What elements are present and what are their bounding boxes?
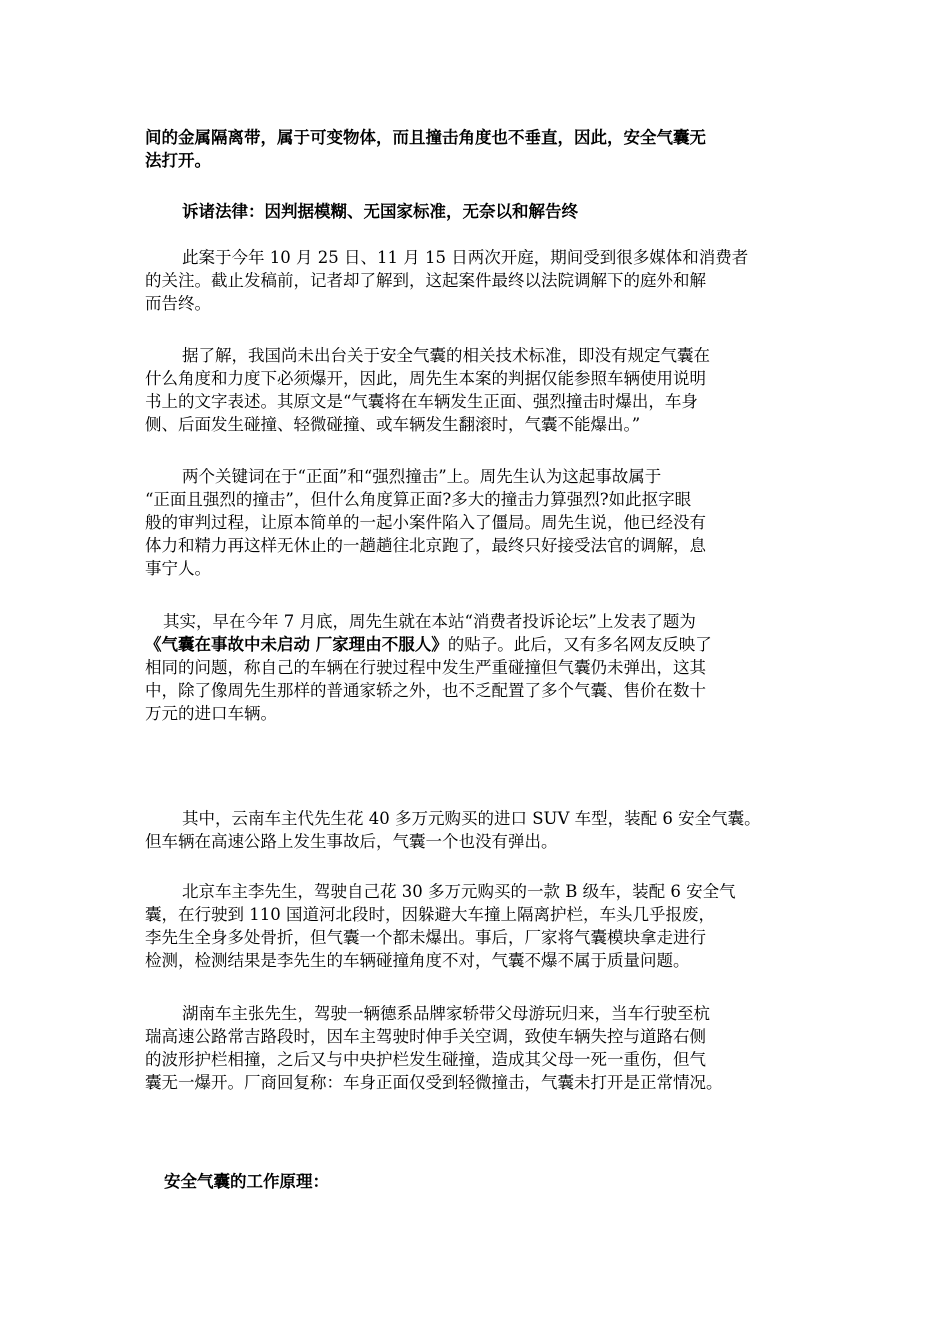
text-line: 的波形护栏相撞，之后又与中央护栏发生碰撞，造成其父母一死一重伤，但气 <box>145 1050 706 1069</box>
section-heading-working-principle <box>164 1170 824 1193</box>
text-line: 其中，云南车主代先生花 40 多万元购买的进口 SUV 车型，装配 6 安全气囊。 <box>182 809 761 828</box>
text-line: 北京车主李先生，驾驶自己花 30 多万元购买的一款 B 级车，装配 6 安全气 <box>182 882 736 901</box>
text-line: “正面且强烈的撞击”，但什么角度算正面?多大的撞击力算强烈?如此抠字眼 <box>145 490 692 509</box>
text-line: 书上的文字表述。其原文是“气囊将在车辆发生正面、强烈撞击时爆出，车身 <box>145 392 698 411</box>
paragraph-forum-post <box>145 610 805 725</box>
text-line: 瑞高速公路常吉路段时，因车主驾驶时伸手关空调，致使车辆失控与道路右侧 <box>145 1027 706 1046</box>
text-line: 的关注。截止发稿前，记者却了解到，这起案件最终以法院调解下的庭外和解 <box>145 271 706 290</box>
text-line: 什么角度和力度下必须爆开，因此，周先生本案的判据仅能参照车辆使用说明 <box>145 369 706 388</box>
paragraph-beijing-case <box>145 880 805 972</box>
heading-text: 安全气囊的工作原理： <box>164 1172 329 1191</box>
text-line: 但车辆在高速公路上发生事故后，气囊一个也没有弹出。 <box>145 832 558 851</box>
text-line: 囊无一爆开。厂商回复称：车身正面仅受到轻微撞击，气囊未打开是正常情况。 <box>145 1073 723 1092</box>
post-title: 《气囊在事故中未启动 厂家理由不服人》 <box>145 635 448 654</box>
text-line: 体力和精力再这样无休止的一趟趟往北京跑了，最终只好接受法官的调解，息 <box>145 536 706 555</box>
heading-text: 诉诸法律：因判据模糊、无国家标准，无奈以和解告终 <box>182 202 578 221</box>
text-line: 囊，在行驶到 110 国道河北段时，因躲避大车撞上隔离护栏，车头几乎报废， <box>145 905 715 924</box>
paragraph-keywords <box>145 465 805 580</box>
text-line: 两个关键词在于“正面”和“强烈撞击”上。周先生认为这起事故属于 <box>182 467 662 486</box>
text-line: 而告终。 <box>145 294 211 313</box>
text-line: 检测，检测结果是李先生的车辆碰撞角度不对，气囊不爆不属于质量问题。 <box>145 951 690 970</box>
text-line: 李先生全身多处骨折，但气囊一个都未爆出。事后，厂家将气囊模块拿走进行 <box>145 928 706 947</box>
paragraph-no-standard <box>145 344 805 436</box>
text-line: 间的金属隔离带，属于可变物体，而且撞击角度也不垂直，因此，安全气囊无 <box>145 128 706 147</box>
paragraph-hunan-case <box>145 1002 805 1094</box>
text-line: 其实，早在今年 7 月底，周先生就在本站“消费者投诉论坛”上发表了题为 <box>163 612 696 631</box>
paragraph-continuation <box>145 126 805 172</box>
paragraph-yunnan-case <box>145 807 805 853</box>
text-line: 据了解，我国尚未出台关于安全气囊的相关技术标准，即没有规定气囊在 <box>182 346 710 365</box>
text-line: 相同的问题，称自己的车辆在行驶过程中发生严重碰撞但气囊仍未弹出，这其 <box>145 658 706 677</box>
text-line: 般的审判过程，让原本简单的一起小案件陷入了僵局。周先生说，他已经没有 <box>145 513 706 532</box>
section-heading-litigation <box>182 200 842 223</box>
text-line: 事宁人。 <box>145 559 211 578</box>
text-span: 的贴子。此后，又有多名网友反映了 <box>447 635 712 654</box>
text-line: 侧、后面发生碰撞、轻微碰撞、或车辆发生翻滚时，气囊不能爆出。” <box>145 415 641 434</box>
text-line: 中，除了像周先生那样的普通家轿之外，也不乏配置了多个气囊、售价在数十 <box>145 681 706 700</box>
text-line <box>145 633 805 656</box>
text-line: 湖南车主张先生，驾驶一辆德系品牌家轿带父母游玩归来，当车行驶至杭 <box>182 1004 710 1023</box>
text-line: 法打开。 <box>145 151 211 170</box>
text-line: 万元的进口车辆。 <box>145 704 277 723</box>
paragraph-court-hearing <box>145 246 805 315</box>
text-line: 此案于今年 10 月 25 日、11 月 15 日两次开庭，期间受到很多媒体和消费者 <box>182 248 749 267</box>
